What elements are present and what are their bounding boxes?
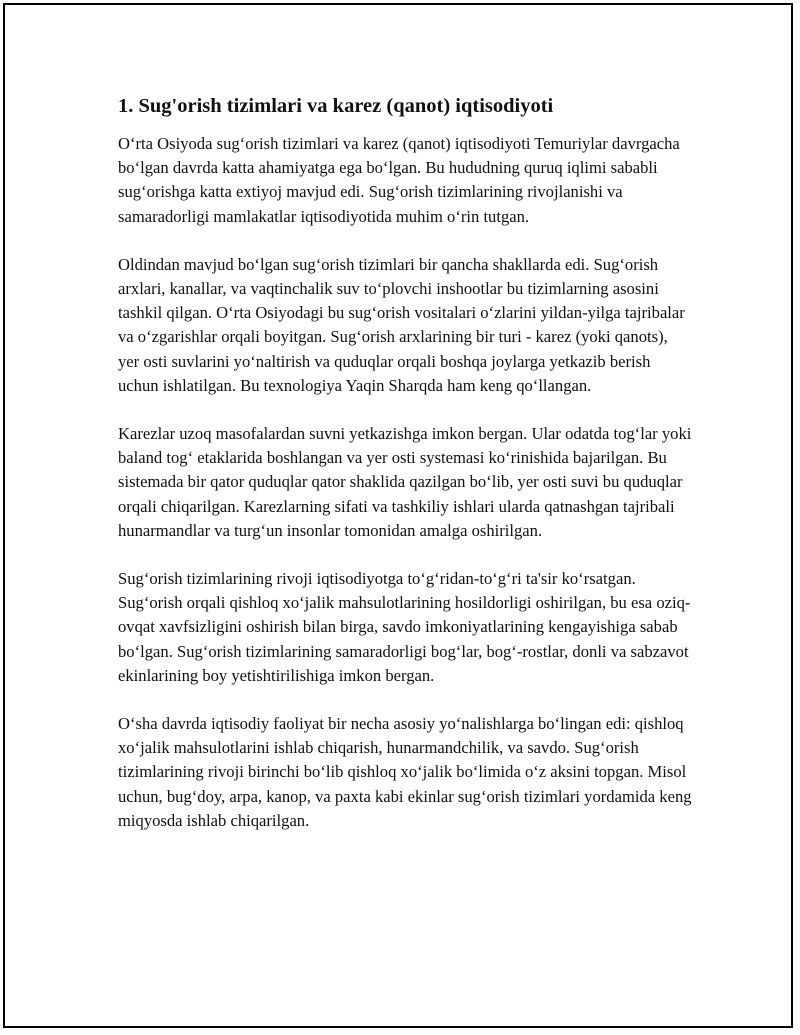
paragraph-3: Karezlar uzoq masofalardan suvni yetkazishga imkon bergan. Ular odatda tog‘lar yoki baland tog‘ etaklarida boshlangan va yer osti systemasi ko‘rinishida bajarilgan. Bu sistemada bir qator quduqlar qator shaklida qazilgan bo‘lib, yer osti suvi bu quduqlar orqali chiqarilgan. Karezlarning sifati va tashkiliy ishlari ularda qatnashgan tajribali hunarmandlar va turg‘un insonlar tomonidan amalga oshirilgan. xyxy=(118,424,692,540)
paragraph-4: Sug‘orish tizimlarining rivoji iqtisodiyotga to‘g‘ridan-to‘g‘ri ta'sir ko‘rsatgan. Sug‘orish orqali qishloq xo‘jalik mahsulotlarining hosildorligi oshirilgan, bu esa oziq-ovqat xavfsizligini oshirish bilan birga, savdo imkoniyatlarining kengayishiga sabab bo‘lgan. Sug‘orish tizimlarining samaradorligi bog‘lar, bog‘-rostlar, donli va sabzavot ekinlarining boy yetishtirilishiga imkon bergan. xyxy=(118,569,691,685)
paragraph-1: O‘rta Osiyoda sug‘orish tizimlari va karez (qanot) iqtisodiyoti Temuriylar davrgacha bo‘lgan davrda katta ahamiyatga ega bo‘lgan. Bu hududning quruq iqlimi sababli sug‘orishga katta extiyoj mavjud edi. Sug‘orish tizimlarining rivojlanishi va samaradorligi mamlakatlar iqtisodiyotida muhim o‘rin tutgan. xyxy=(118,134,680,226)
paragraph-2: Oldindan mavjud bo‘lgan sug‘orish tizimlari bir qancha shakllarda edi. Sug‘orish arxlari, kanallar, va vaqtinchalik suv to‘plovchi inshootlar bu tizimlarning asosini tashkil qilgan. O‘rta Osiyodagi bu sug‘orish vositalari o‘zlarini yildan-yilga tajribalar va o‘zgarishlar orqali boyitgan. Sug‘orish arxlarining bir turi - karez (yoki qanots), yer osti suvlarini yo‘naltirish va quduqlar orqali boshqa joylarga yetkazib berish uchun ishlatilgan. Bu texnologiya Yaqin Sharqda ham keng qo‘llangan. xyxy=(118,254,685,395)
paragraph-5: O‘sha davrda iqtisodiy faoliyat bir necha asosiy yo‘nalishlarga bo‘lingan edi: qishloq xo‘jalik mahsulotlarini ishlab chiqarish, hunarmandchilik, va savdo. Sug‘orish tizimlarining rivoji birinchi bo‘lib qishloq xo‘jalik bo‘limida o‘z aksini topgan. Misol uchun, bug‘doy, arpa, kanop, va paxta kabi ekinlar sug‘orish tizimlari yordamida keng miqyosda ishlab chiqarilgan. xyxy=(118,714,692,830)
document-body xyxy=(118,92,693,857)
document-title: 1. Sug'orish tizimlari va karez (qanot) iqtisodiyoti xyxy=(118,95,554,117)
